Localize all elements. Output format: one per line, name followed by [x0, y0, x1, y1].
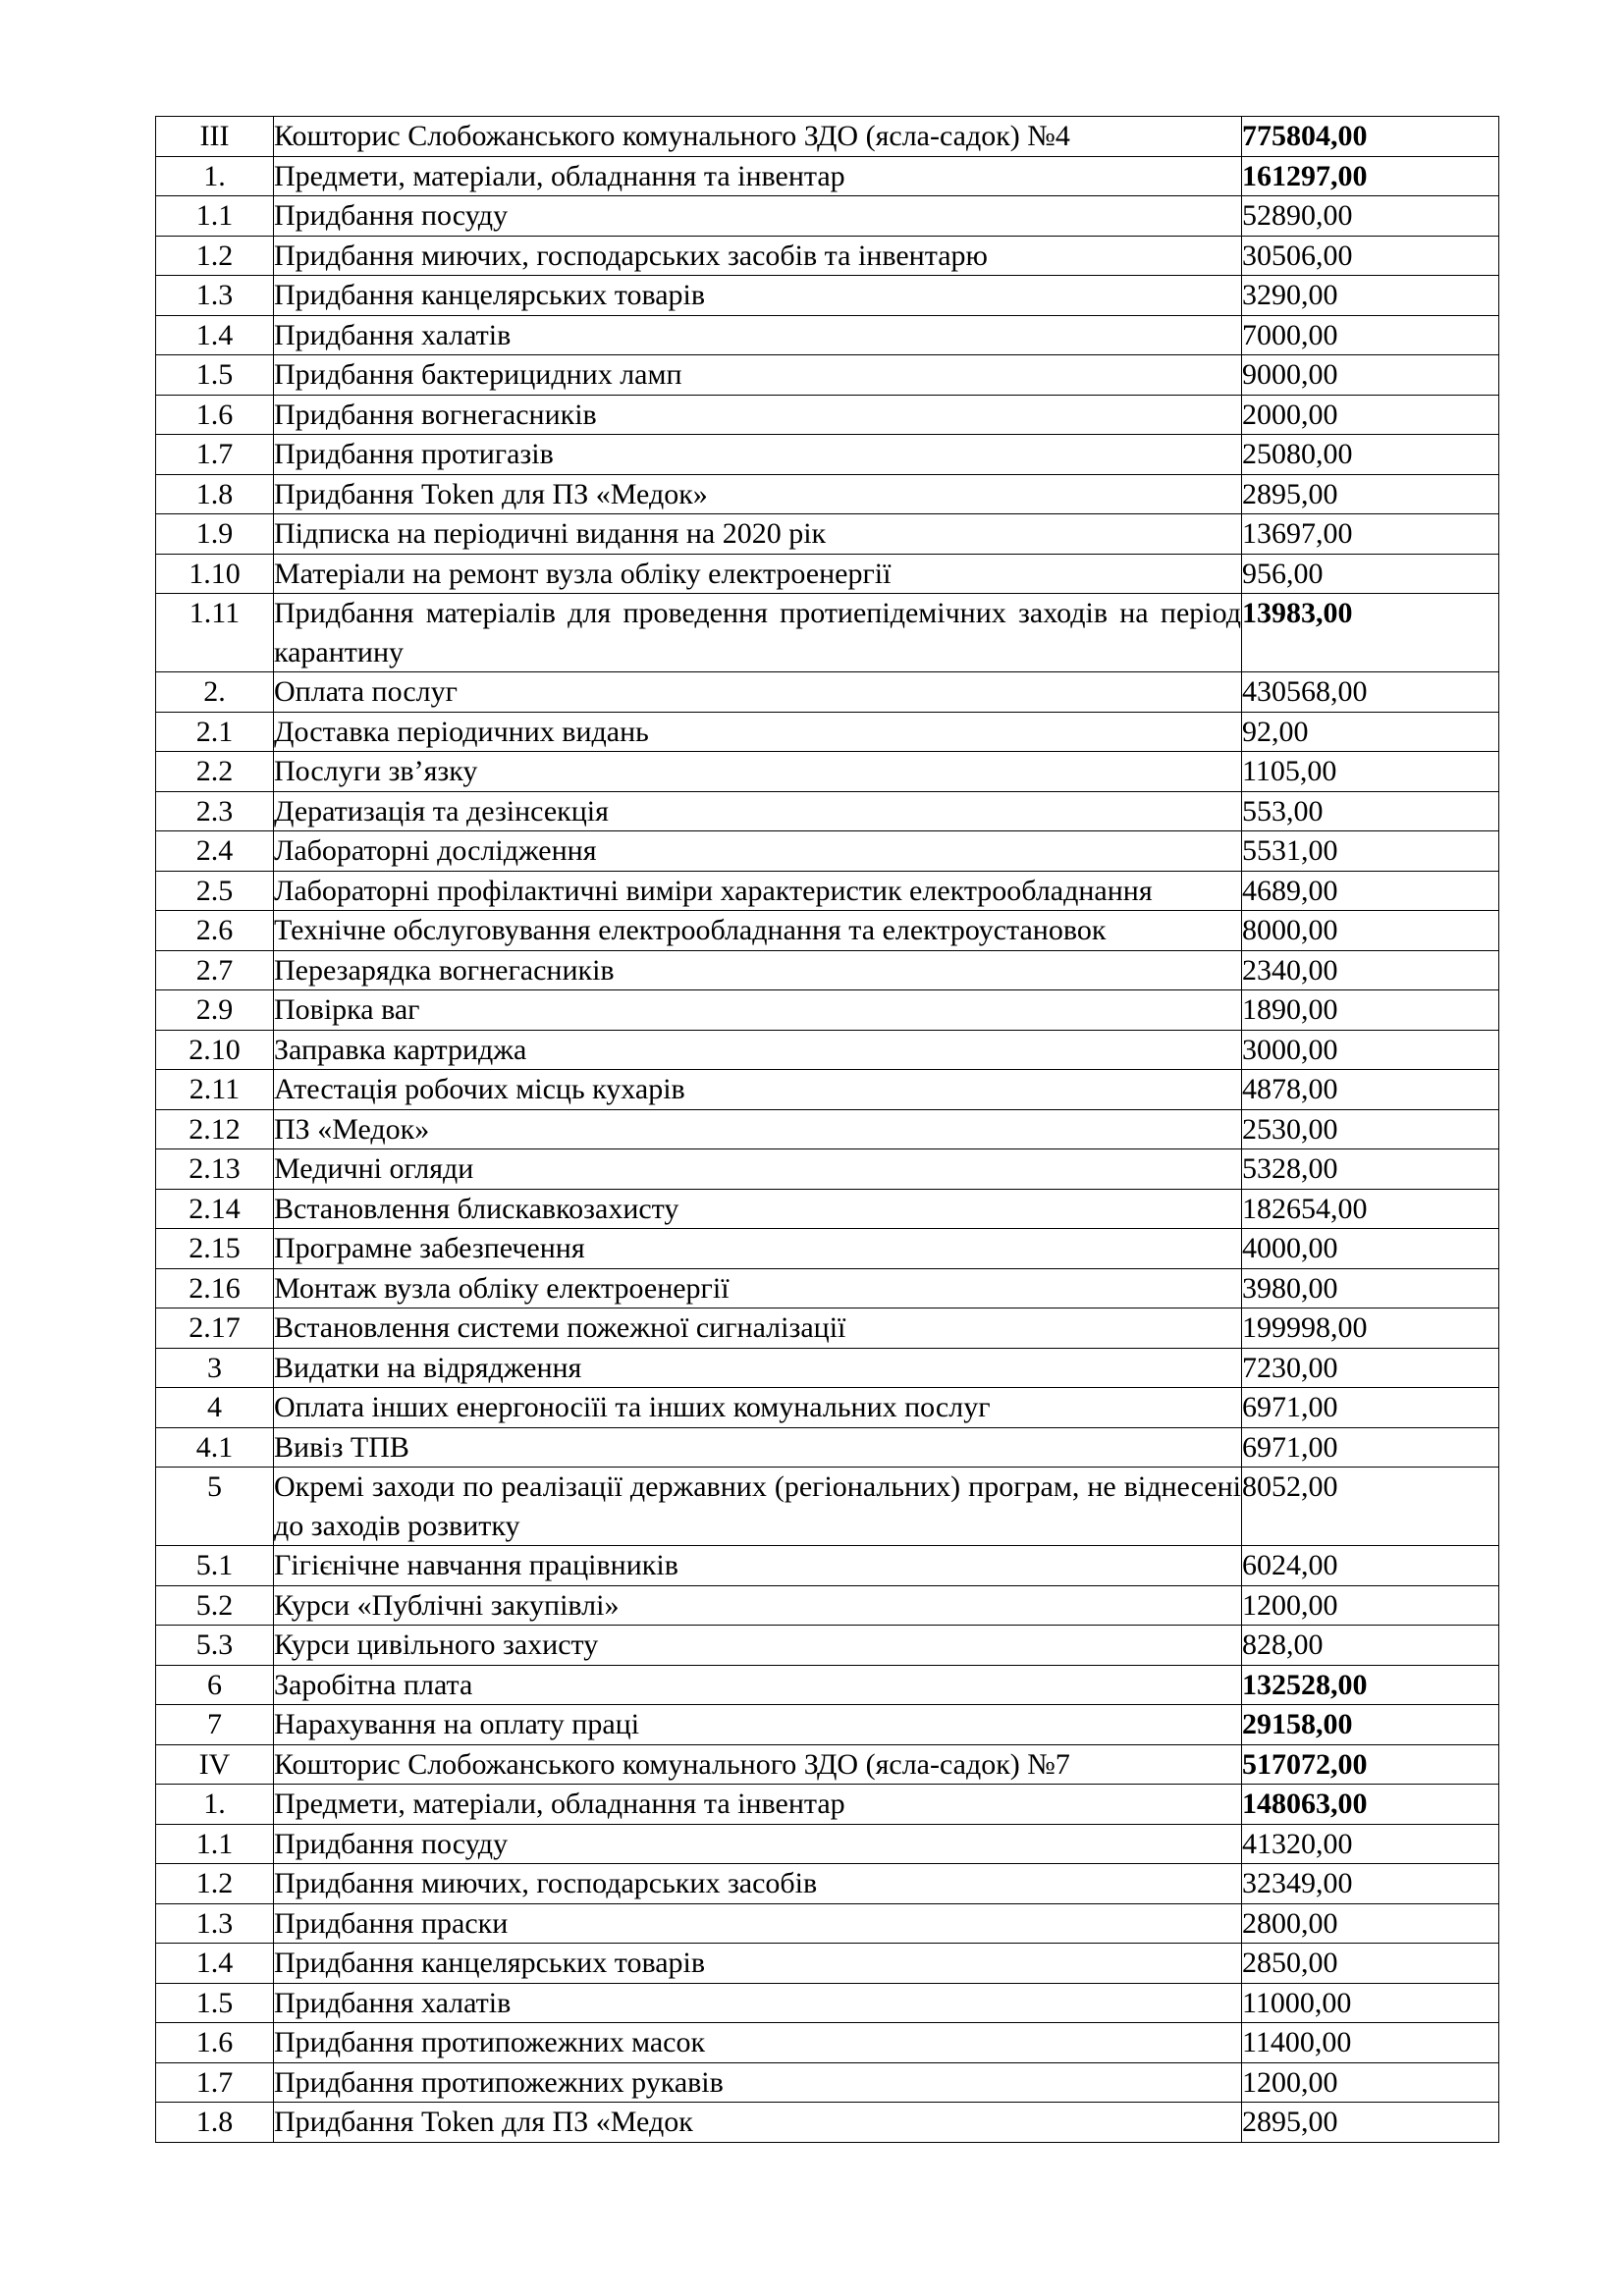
row-amount: 3000,00: [1242, 1030, 1499, 1070]
row-number: 1.7: [156, 435, 274, 475]
row-amount: 13983,00: [1242, 594, 1499, 672]
row-description: Встановлення системи пожежної сигналізації: [274, 1308, 1242, 1349]
table-row: [156, 117, 1499, 157]
row-amount: 4689,00: [1242, 871, 1499, 911]
row-number: 2.12: [156, 1109, 274, 1149]
row-number: 2.10: [156, 1030, 274, 1070]
table-row: [156, 554, 1499, 594]
table-row: [156, 1388, 1499, 1428]
table-row: [156, 435, 1499, 475]
row-amount: 2000,00: [1242, 395, 1499, 435]
table-row: [156, 1903, 1499, 1944]
row-description: Придбання посуду: [274, 196, 1242, 237]
row-number: 1.3: [156, 1903, 274, 1944]
table-row: [156, 156, 1499, 196]
row-number: 2.13: [156, 1149, 274, 1190]
row-amount: 430568,00: [1242, 672, 1499, 713]
table-row: [156, 791, 1499, 831]
table-row: [156, 1109, 1499, 1149]
row-description: Атестація робочих місць кухарів: [274, 1070, 1242, 1110]
row-amount: 2895,00: [1242, 2103, 1499, 2143]
table-row: [156, 1983, 1499, 2023]
row-amount: 1105,00: [1242, 752, 1499, 792]
table-row: [156, 1189, 1499, 1229]
row-number: 2.1: [156, 712, 274, 752]
row-description: Встановлення блискавкозахисту: [274, 1189, 1242, 1229]
row-number: IV: [156, 1744, 274, 1785]
row-number: 4: [156, 1388, 274, 1428]
row-description: Лабораторні дослідження: [274, 831, 1242, 872]
row-number: 2.: [156, 672, 274, 713]
row-description: Медичні огляди: [274, 1149, 1242, 1190]
table-row: [156, 871, 1499, 911]
table-row: [156, 1268, 1499, 1308]
row-number: 2.6: [156, 911, 274, 951]
row-description: Придбання протигазів: [274, 435, 1242, 475]
row-number: 1.7: [156, 2062, 274, 2103]
row-number: 3: [156, 1348, 274, 1388]
row-description: Заробітна плата: [274, 1665, 1242, 1705]
row-description: Нарахування на оплату праці: [274, 1705, 1242, 1745]
row-description: Окремі заходи по реалізації державних (регіональних) програм, не віднесені до заходів розвитку: [274, 1468, 1242, 1546]
row-amount: 182654,00: [1242, 1189, 1499, 1229]
row-description: Придбання праски: [274, 1903, 1242, 1944]
row-amount: 32349,00: [1242, 1864, 1499, 1904]
row-amount: 2800,00: [1242, 1903, 1499, 1944]
row-amount: 11400,00: [1242, 2023, 1499, 2063]
row-number: 2.2: [156, 752, 274, 792]
table-row: [156, 594, 1499, 672]
table-row: [156, 990, 1499, 1031]
row-amount: 5328,00: [1242, 1149, 1499, 1190]
row-description: Придбання матеріалів для проведення протиепідемічних заходів на період карантину: [274, 594, 1242, 672]
table-row: [156, 1030, 1499, 1070]
row-number: 2.9: [156, 990, 274, 1031]
row-number: 5.2: [156, 1585, 274, 1626]
table-row: [156, 1427, 1499, 1468]
row-number: 1.8: [156, 2103, 274, 2143]
row-number: 2.3: [156, 791, 274, 831]
row-description: Кошторис Слобожанського комунального ЗДО (ясла-садок) №7: [274, 1744, 1242, 1785]
table-row: [156, 196, 1499, 237]
row-number: 6: [156, 1665, 274, 1705]
row-amount: 9000,00: [1242, 355, 1499, 396]
table-row: [156, 911, 1499, 951]
row-amount: 2340,00: [1242, 950, 1499, 990]
row-description: Кошторис Слобожанського комунального ЗДО (ясла-садок) №4: [274, 117, 1242, 157]
table-row: [156, 1944, 1499, 1984]
row-amount: 5531,00: [1242, 831, 1499, 872]
row-description: Придбання протипожежних рукавів: [274, 2062, 1242, 2103]
table-row: [156, 1070, 1499, 1110]
table-row: [156, 2103, 1499, 2143]
row-number: 2.11: [156, 1070, 274, 1110]
row-number: 1.2: [156, 1864, 274, 1904]
table-row: [156, 1468, 1499, 1546]
row-description: Придбання миючих, господарських засобів та інвентарю: [274, 236, 1242, 276]
row-number: 2.4: [156, 831, 274, 872]
row-number: 4.1: [156, 1427, 274, 1468]
table-row: [156, 1824, 1499, 1864]
row-description: Вивіз ТПВ: [274, 1427, 1242, 1468]
row-amount: 13697,00: [1242, 514, 1499, 555]
table-row: [156, 1308, 1499, 1349]
row-amount: 956,00: [1242, 554, 1499, 594]
row-description: Придбання миючих, господарських засобів: [274, 1864, 1242, 1904]
row-amount: 6024,00: [1242, 1546, 1499, 1586]
table-row: [156, 1864, 1499, 1904]
row-description: Програмне забезпечення: [274, 1229, 1242, 1269]
row-description: Доставка періодичних видань: [274, 712, 1242, 752]
row-description: Курси «Публічні закупівлі»: [274, 1585, 1242, 1626]
row-amount: 6971,00: [1242, 1427, 1499, 1468]
table-row: [156, 1705, 1499, 1745]
row-description: Предмети, матеріали, обладнання та інвентар: [274, 156, 1242, 196]
row-description: Монтаж вузла обліку електроенергії: [274, 1268, 1242, 1308]
row-number: 5: [156, 1468, 274, 1546]
row-description: Предмети, матеріали, обладнання та інвентар: [274, 1785, 1242, 1825]
row-description: Оплата послуг: [274, 672, 1242, 713]
row-number: 1.5: [156, 1983, 274, 2023]
row-amount: 2895,00: [1242, 474, 1499, 514]
row-description: Дератизація та дезінсекція: [274, 791, 1242, 831]
table-row: [156, 1585, 1499, 1626]
row-amount: 3290,00: [1242, 276, 1499, 316]
row-number: 5.3: [156, 1626, 274, 1666]
table-row: [156, 1785, 1499, 1825]
row-number: 1.5: [156, 355, 274, 396]
row-amount: 4878,00: [1242, 1070, 1499, 1110]
table-row: [156, 1546, 1499, 1586]
row-number: 2.14: [156, 1189, 274, 1229]
row-description: Підписка на періодичні видання на 2020 рік: [274, 514, 1242, 555]
row-amount: 828,00: [1242, 1626, 1499, 1666]
table-row: [156, 474, 1499, 514]
row-description: Придбання протипожежних масок: [274, 2023, 1242, 2063]
row-amount: 3980,00: [1242, 1268, 1499, 1308]
row-number: III: [156, 117, 274, 157]
row-amount: 92,00: [1242, 712, 1499, 752]
row-number: 2.16: [156, 1268, 274, 1308]
table-row: [156, 831, 1499, 872]
row-description: Повірка ваг: [274, 990, 1242, 1031]
row-amount: 29158,00: [1242, 1705, 1499, 1745]
row-number: 1.4: [156, 315, 274, 355]
table-row: [156, 1348, 1499, 1388]
table-row: [156, 1626, 1499, 1666]
table-row: [156, 395, 1499, 435]
row-number: 2.17: [156, 1308, 274, 1349]
row-number: 1.: [156, 1785, 274, 1825]
row-description: Придбання канцелярських товарів: [274, 1944, 1242, 1984]
row-description: Заправка картриджа: [274, 1030, 1242, 1070]
row-description: Придбання Token для ПЗ «Медок»: [274, 474, 1242, 514]
row-amount: 52890,00: [1242, 196, 1499, 237]
table-row: [156, 514, 1499, 555]
row-amount: 2530,00: [1242, 1109, 1499, 1149]
row-number: 5.1: [156, 1546, 274, 1586]
row-amount: 132528,00: [1242, 1665, 1499, 1705]
row-number: 7: [156, 1705, 274, 1745]
row-amount: 161297,00: [1242, 156, 1499, 196]
row-amount: 8052,00: [1242, 1468, 1499, 1546]
row-number: 2.7: [156, 950, 274, 990]
row-number: 1.2: [156, 236, 274, 276]
row-description: Технічне обслуговування електрообладнання та електроустановок: [274, 911, 1242, 951]
row-description: Придбання халатів: [274, 315, 1242, 355]
row-number: 1.1: [156, 1824, 274, 1864]
row-description: Придбання Token для ПЗ «Медок: [274, 2103, 1242, 2143]
row-amount: 2850,00: [1242, 1944, 1499, 1984]
row-number: 1.8: [156, 474, 274, 514]
row-number: 1.9: [156, 514, 274, 555]
row-description: Лабораторні профілактичні виміри характеристик електрообладнання: [274, 871, 1242, 911]
row-description: Курси цивільного захисту: [274, 1626, 1242, 1666]
table-row: [156, 672, 1499, 713]
row-amount: 7230,00: [1242, 1348, 1499, 1388]
row-description: Придбання бактерицидних ламп: [274, 355, 1242, 396]
row-amount: 4000,00: [1242, 1229, 1499, 1269]
row-amount: 30506,00: [1242, 236, 1499, 276]
row-number: 1.: [156, 156, 274, 196]
budget-table-body: [156, 117, 1499, 2143]
row-amount: 775804,00: [1242, 117, 1499, 157]
table-row: [156, 236, 1499, 276]
row-amount: 517072,00: [1242, 1744, 1499, 1785]
table-row: [156, 752, 1499, 792]
row-description: ПЗ «Медок»: [274, 1109, 1242, 1149]
row-description: Гігієнічне навчання працівників: [274, 1546, 1242, 1586]
row-number: 1.6: [156, 395, 274, 435]
table-row: [156, 1229, 1499, 1269]
table-row: [156, 950, 1499, 990]
table-row: [156, 276, 1499, 316]
table-row: [156, 315, 1499, 355]
row-number: 1.4: [156, 1944, 274, 1984]
row-description: Придбання канцелярських товарів: [274, 276, 1242, 316]
row-amount: 8000,00: [1242, 911, 1499, 951]
row-number: 1.6: [156, 2023, 274, 2063]
row-description: Придбання вогнегасників: [274, 395, 1242, 435]
table-row: [156, 1744, 1499, 1785]
row-description: Придбання посуду: [274, 1824, 1242, 1864]
row-amount: 1200,00: [1242, 2062, 1499, 2103]
row-number: 2.5: [156, 871, 274, 911]
row-amount: 148063,00: [1242, 1785, 1499, 1825]
row-amount: 41320,00: [1242, 1824, 1499, 1864]
table-row: [156, 712, 1499, 752]
row-description: Видатки на відрядження: [274, 1348, 1242, 1388]
row-number: 1.3: [156, 276, 274, 316]
row-amount: 11000,00: [1242, 1983, 1499, 2023]
table-row: [156, 2062, 1499, 2103]
row-description: Придбання халатів: [274, 1983, 1242, 2023]
row-amount: 553,00: [1242, 791, 1499, 831]
table-row: [156, 2023, 1499, 2063]
row-description: Послуги зв’язку: [274, 752, 1242, 792]
table-row: [156, 1665, 1499, 1705]
row-amount: 199998,00: [1242, 1308, 1499, 1349]
table-row: [156, 1149, 1499, 1190]
row-amount: 7000,00: [1242, 315, 1499, 355]
row-number: 1.11: [156, 594, 274, 672]
row-amount: 1890,00: [1242, 990, 1499, 1031]
table-row: [156, 355, 1499, 396]
row-amount: 1200,00: [1242, 1585, 1499, 1626]
row-number: 1.1: [156, 196, 274, 237]
row-amount: 6971,00: [1242, 1388, 1499, 1428]
row-description: Матеріали на ремонт вузла обліку електроенергії: [274, 554, 1242, 594]
row-number: 1.10: [156, 554, 274, 594]
row-number: 2.15: [156, 1229, 274, 1269]
row-description: Перезарядка вогнегасників: [274, 950, 1242, 990]
row-description: Оплата інших енергоносіїі та інших комунальних послуг: [274, 1388, 1242, 1428]
row-amount: 25080,00: [1242, 435, 1499, 475]
budget-table: [155, 116, 1499, 2143]
